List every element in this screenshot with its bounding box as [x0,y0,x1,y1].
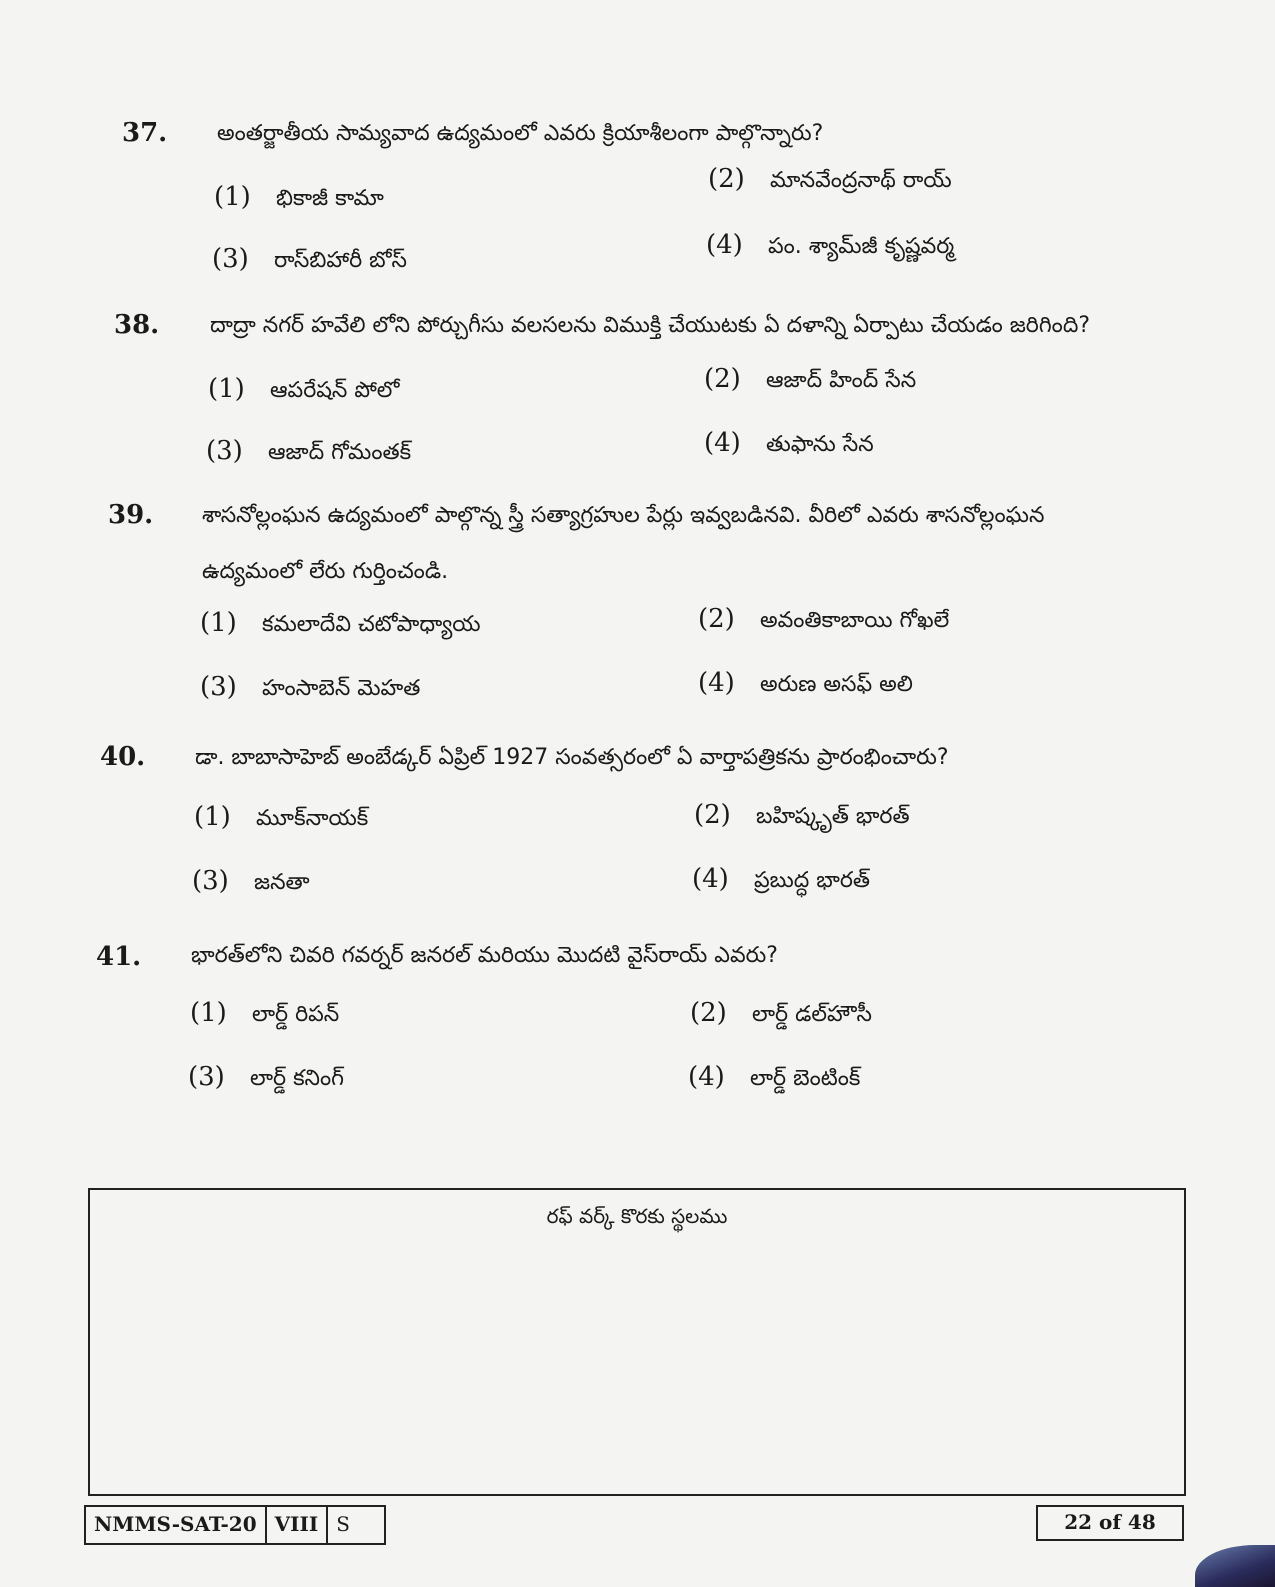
option-2[interactable] [704,364,916,398]
question-number: 41. [96,942,142,972]
option-text: అరుణ అసఫ్ అలి [760,672,913,697]
option-2[interactable] [698,604,949,638]
option-text: లార్డ్ డల్‌హౌసీ [752,1002,872,1027]
option-text: రాస్‌బిహారీ బోస్ [274,248,407,273]
option-text: ఆజాద్ గోమంతక్ [268,440,412,465]
option-3[interactable] [200,672,420,706]
question-text: శాసనోల్లంఘన ఉద్యమంలో పాల్గొన్న స్త్రీ సత్యాగ్రహుల పేర్లు ఇవ్వబడినవి. వీరిలో ఎవరు శాసనోల్లంఘన ఉద్యమంలో లేరు గుర్తించండి. [202,503,1045,584]
question-text: అంతర్జాతీయ సామ్యవాద ఉద్యమంలో ఎవరు క్రియాశీలంగా పాల్గొన్నారు? [217,121,824,146]
medium-code: S [336,1512,350,1536]
option-number: (4) [706,230,743,260]
question-39 [108,500,1275,700]
option-text: ఆపరేషన్ పోలో [270,378,400,403]
option-text: ప్రబుద్ధ భారత్ [754,868,871,893]
option-number: (3) [200,672,237,702]
option-number: (1) [208,374,245,404]
option-number: (1) [200,608,237,638]
option-number: (2) [690,998,727,1028]
option-number: (1) [194,802,231,832]
option-4[interactable] [706,230,954,264]
option-number: (4) [704,428,741,458]
question-37 [122,118,1275,274]
option-1[interactable] [200,608,481,642]
rough-work-title: రఫ్ వర్క్ కొరకు స్థలము [546,1204,728,1228]
option-number: (4) [688,1062,725,1092]
option-text: లార్డ్ కనింగ్ [250,1066,344,1091]
question-40 [100,742,1275,896]
option-4[interactable] [698,668,913,702]
option-4[interactable] [692,864,870,898]
option-4[interactable] [688,1062,860,1096]
option-text: భికాజీ కామా [276,186,384,211]
option-number: (4) [698,668,735,698]
option-text: మానవేంద్రనాథ్ రాయ్ [770,168,952,193]
option-3[interactable] [192,866,310,900]
option-number: (1) [190,998,227,1028]
question-number: 40. [100,742,146,772]
option-2[interactable] [708,164,952,198]
question-number: 37. [122,118,168,148]
option-1[interactable] [194,802,368,836]
page-number: 22 of 48 [1036,1505,1184,1541]
option-3[interactable] [206,436,411,470]
option-3[interactable] [188,1062,344,1096]
option-text: తుఫాను సేన [766,432,874,457]
option-text: కమలాదేవి చటోపాధ్యాయ [262,612,481,637]
option-number: (2) [698,604,735,634]
option-number: (3) [192,866,229,896]
class-code: VIII [267,1507,329,1543]
question-text: డా. బాబాసాహెబ్ అంబేడ్కర్ ఏప్రిల్ 1927 సంవత్సరంలో ఏ వార్తాపత్రికను ప్రారంభించారు? [195,745,949,770]
option-text: మూక్‌నాయక్ [256,806,369,831]
option-1[interactable] [214,182,384,216]
option-2[interactable] [690,998,872,1032]
option-number: (3) [212,244,249,274]
option-text: అవంతికాబాయి గోఖలే [760,608,950,633]
option-text: లార్డ్ బెంటింక్ [750,1066,861,1091]
option-number: (3) [188,1062,225,1092]
exam-code-box [84,1505,386,1545]
option-text: బహిష్కృత్ భారత్ [756,804,910,829]
rough-work-box [88,1188,1186,1496]
option-number: (1) [214,182,251,212]
option-4[interactable] [704,428,874,462]
question-38 [114,310,1275,466]
option-number: (2) [708,164,745,194]
option-number: (2) [694,800,731,830]
question-number: 38. [114,310,160,340]
scan-edge-artifact [1195,1545,1275,1587]
option-text: హంసాబెన్ మెహత [262,676,421,701]
option-1[interactable] [208,374,399,408]
option-number: (4) [692,864,729,894]
exam-code: NMMS-SAT-20 [86,1507,267,1543]
option-text: జనతా [254,870,310,895]
option-text: లార్డ్ రిపన్ [252,1002,340,1027]
option-3[interactable] [212,244,407,278]
option-2[interactable] [694,800,910,834]
option-number: (2) [704,364,741,394]
question-text: భారత్‌లోని చివరి గవర్నర్ జనరల్ మరియు మొదటి వైస్‌రాయ్ ఎవరు? [191,943,778,968]
question-text: దాద్రా నగర్ హవేలి లోని పోర్చుగీసు వలసలను విముక్తి చేయుటకు ఏ దళాన్ని ఏర్పాటు చేయడం జరిగింది? [210,313,1091,338]
option-number: (3) [206,436,243,466]
option-text: పం. శ్యామ్‌జీ కృష్ణవర్మ [768,234,955,259]
option-1[interactable] [190,998,339,1032]
question-number: 39. [108,500,154,530]
question-41 [96,942,1275,1092]
option-text: ఆజాద్ హింద్ సేన [766,368,917,393]
